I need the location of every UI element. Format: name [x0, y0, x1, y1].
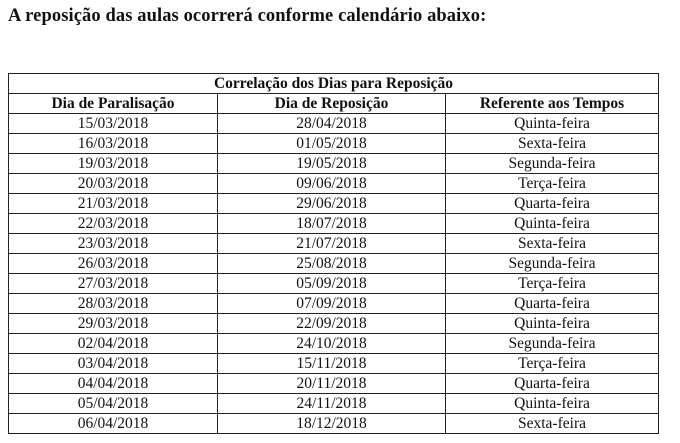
cell-referente-tempos: Terça-feira [446, 174, 659, 194]
cell-dia-reposicao: 24/10/2018 [218, 334, 446, 354]
cell-dia-paralisacao: 29/03/2018 [9, 314, 218, 334]
cell-referente-tempos: Segunda-feira [446, 334, 659, 354]
cell-dia-reposicao: 05/09/2018 [218, 274, 446, 294]
cell-dia-paralisacao: 16/03/2018 [9, 134, 218, 154]
cell-dia-paralisacao: 27/03/2018 [9, 274, 218, 294]
cell-dia-paralisacao: 02/04/2018 [9, 334, 218, 354]
cell-dia-reposicao: 22/09/2018 [218, 314, 446, 334]
cell-dia-paralisacao: 03/04/2018 [9, 354, 218, 374]
page-heading: A reposição das aulas ocorrerá conforme calendário abaixo: [8, 6, 487, 26]
cell-dia-paralisacao: 15/03/2018 [9, 114, 218, 134]
cell-dia-paralisacao: 28/03/2018 [9, 294, 218, 314]
cell-dia-reposicao: 01/05/2018 [218, 134, 446, 154]
table-row [9, 374, 659, 394]
cell-referente-tempos: Segunda-feira [446, 154, 659, 174]
column-header-paralisacao: Dia de Paralisação [9, 94, 218, 114]
cell-dia-reposicao: 18/07/2018 [218, 214, 446, 234]
table-row [9, 354, 659, 374]
table-row [9, 234, 659, 254]
cell-dia-reposicao: 25/08/2018 [218, 254, 446, 274]
table-caption-row [9, 74, 659, 94]
cell-dia-reposicao: 19/05/2018 [218, 154, 446, 174]
cell-referente-tempos: Segunda-feira [446, 254, 659, 274]
table-row [9, 134, 659, 154]
table-row [9, 114, 659, 134]
cell-dia-reposicao: 18/12/2018 [218, 414, 446, 434]
cell-dia-reposicao: 24/11/2018 [218, 394, 446, 414]
cell-dia-paralisacao: 19/03/2018 [9, 154, 218, 174]
cell-dia-reposicao: 28/04/2018 [218, 114, 446, 134]
cell-dia-reposicao: 09/06/2018 [218, 174, 446, 194]
cell-referente-tempos: Quarta-feira [446, 294, 659, 314]
cell-referente-tempos: Quinta-feira [446, 214, 659, 234]
cell-dia-paralisacao: 05/04/2018 [9, 394, 218, 414]
cell-dia-paralisacao: 23/03/2018 [9, 234, 218, 254]
table-row [9, 194, 659, 214]
cell-dia-paralisacao: 22/03/2018 [9, 214, 218, 234]
cell-dia-reposicao: 29/06/2018 [218, 194, 446, 214]
table-row [9, 174, 659, 194]
cell-dia-reposicao: 15/11/2018 [218, 354, 446, 374]
table-caption: Correlação dos Dias para Reposição [9, 74, 659, 94]
table-row [9, 334, 659, 354]
table-header-row [9, 94, 659, 114]
cell-referente-tempos: Quinta-feira [446, 394, 659, 414]
cell-referente-tempos: Sexta-feira [446, 134, 659, 154]
cell-dia-paralisacao: 26/03/2018 [9, 254, 218, 274]
replacement-schedule-table [8, 73, 659, 434]
column-header-reposicao: Dia de Reposição [218, 94, 446, 114]
cell-dia-paralisacao: 06/04/2018 [9, 414, 218, 434]
cell-referente-tempos: Quinta-feira [446, 314, 659, 334]
cell-referente-tempos: Quarta-feira [446, 194, 659, 214]
table-row [9, 314, 659, 334]
cell-dia-reposicao: 21/07/2018 [218, 234, 446, 254]
cell-referente-tempos: Terça-feira [446, 274, 659, 294]
table-row [9, 254, 659, 274]
table-row [9, 214, 659, 234]
table-row [9, 414, 659, 434]
cell-referente-tempos: Sexta-feira [446, 414, 659, 434]
table-row [9, 154, 659, 174]
cell-referente-tempos: Terça-feira [446, 354, 659, 374]
cell-dia-paralisacao: 21/03/2018 [9, 194, 218, 214]
cell-dia-paralisacao: 04/04/2018 [9, 374, 218, 394]
table-row [9, 394, 659, 414]
table-row [9, 294, 659, 314]
cell-referente-tempos: Quinta-feira [446, 114, 659, 134]
cell-dia-reposicao: 20/11/2018 [218, 374, 446, 394]
cell-dia-reposicao: 07/09/2018 [218, 294, 446, 314]
table-body [9, 114, 659, 434]
table-row [9, 274, 659, 294]
cell-referente-tempos: Quarta-feira [446, 374, 659, 394]
cell-dia-paralisacao: 20/03/2018 [9, 174, 218, 194]
cell-referente-tempos: Sexta-feira [446, 234, 659, 254]
column-header-tempos: Referente aos Tempos [446, 94, 659, 114]
